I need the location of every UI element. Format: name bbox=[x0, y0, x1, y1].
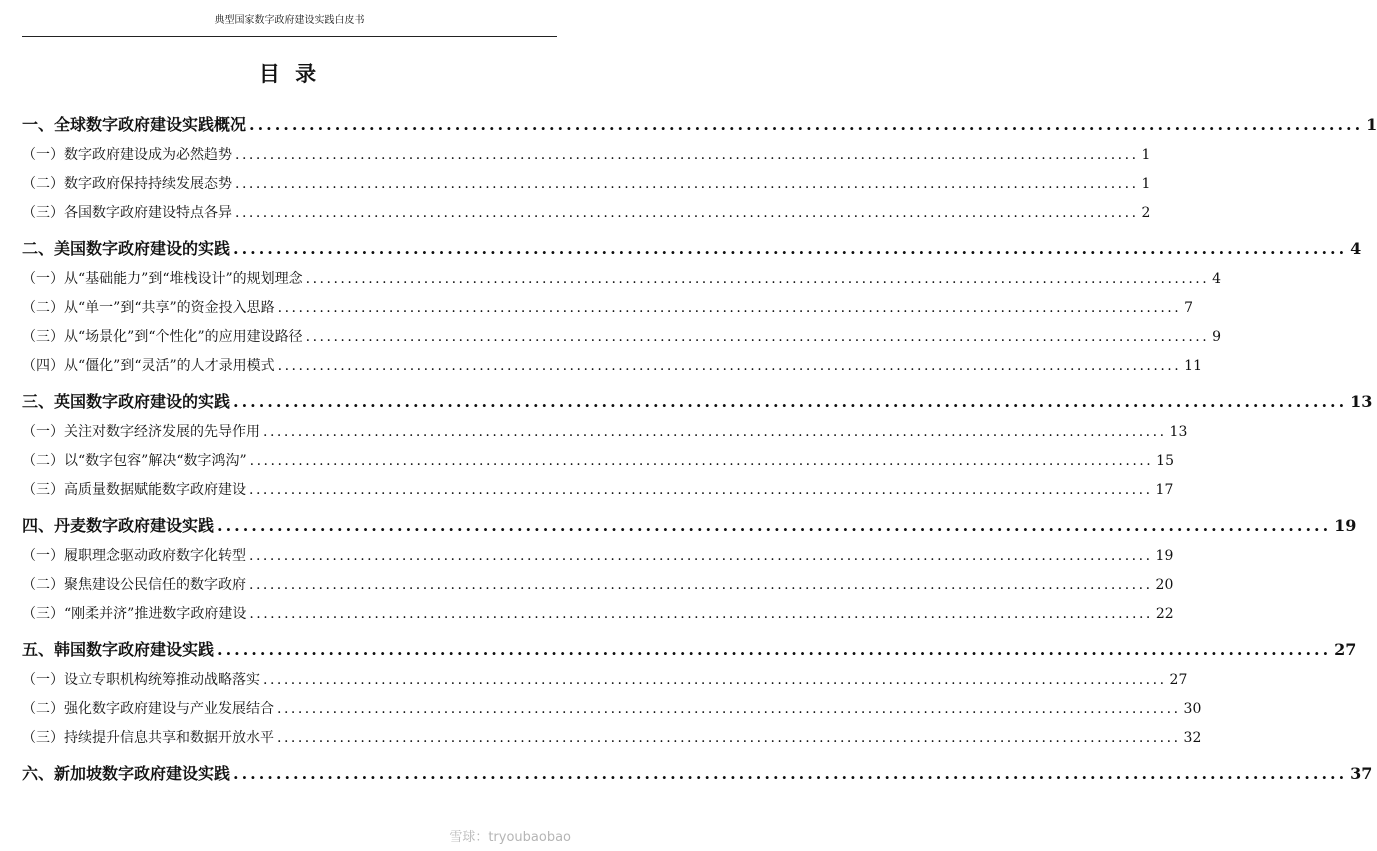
toc-entry-label: （一）从“基础能力”到“堆栈设计”的规划理念 bbox=[22, 271, 303, 287]
toc-entry-label: （一）履职理念驱动政府数字化转型 bbox=[22, 548, 246, 564]
toc-entry-label: （二）数字政府保持持续发展态势 bbox=[22, 176, 232, 192]
toc-section-entry[interactable] bbox=[22, 323, 1222, 352]
toc-leader-dots: .................................................................................................................................. bbox=[235, 205, 1139, 221]
toc-page-number: 37 bbox=[1350, 764, 1373, 783]
toc-leader-dots: .................................................................................................................................. bbox=[233, 392, 1348, 411]
toc-entry-label: （三）从“场景化”到“个性化”的应用建设路径 bbox=[22, 329, 303, 345]
toc-entry-label: 四、丹麦数字政府建设实践 bbox=[22, 516, 215, 535]
toc-section-entry[interactable] bbox=[22, 141, 1151, 170]
toc-leader-dots: .................................................................................................................................. bbox=[249, 115, 1364, 134]
toc-chapter-entry[interactable] bbox=[22, 509, 1357, 542]
toc-page-number: 13 bbox=[1350, 392, 1373, 411]
toc-page-number: 19 bbox=[1155, 548, 1174, 564]
toc-page-number: 1 bbox=[1141, 147, 1151, 163]
toc-section-entry[interactable] bbox=[22, 294, 1194, 323]
table-of-contents bbox=[22, 108, 1377, 790]
toc-section-entry[interactable] bbox=[22, 418, 1188, 447]
toc-entry-label: 三、英国数字政府建设的实践 bbox=[22, 392, 231, 411]
toc-entry-label: （二）强化数字政府建设与产业发展结合 bbox=[22, 701, 274, 717]
toc-leader-dots: .................................................................................................................................. bbox=[263, 424, 1167, 440]
toc-section-entry[interactable] bbox=[22, 600, 1174, 629]
toc-chapter-entry[interactable] bbox=[22, 108, 1377, 141]
toc-leader-dots: .................................................................................................................................. bbox=[249, 482, 1153, 498]
toc-entry-label: 五、韩国数字政府建设实践 bbox=[22, 640, 215, 659]
toc-page-number: 2 bbox=[1141, 205, 1151, 221]
toc-section-entry[interactable] bbox=[22, 352, 1202, 381]
toc-page-number: 27 bbox=[1334, 640, 1357, 659]
toc-chapter-entry[interactable] bbox=[22, 757, 1373, 790]
toc-leader-dots: .................................................................................................................................. bbox=[249, 606, 1153, 622]
toc-page-number: 27 bbox=[1169, 672, 1188, 688]
toc-leader-dots: .................................................................................................................................. bbox=[217, 516, 1332, 535]
toc-page-number: 7 bbox=[1184, 300, 1194, 316]
toc-chapter-entry[interactable] bbox=[22, 385, 1373, 418]
toc-section-entry[interactable] bbox=[22, 199, 1151, 228]
toc-entry-label: （二）以“数字包容”解决“数字鸿沟” bbox=[22, 453, 247, 469]
toc-page-number: 1 bbox=[1366, 115, 1377, 134]
running-header bbox=[22, 12, 557, 37]
toc-entry-label: （一）数字政府建设成为必然趋势 bbox=[22, 147, 232, 163]
toc-section-entry[interactable] bbox=[22, 170, 1151, 199]
watermark: 雪球：tryoubaobao bbox=[449, 830, 571, 845]
toc-section-entry[interactable] bbox=[22, 447, 1174, 476]
toc-page-number: 13 bbox=[1169, 424, 1188, 440]
toc-leader-dots: .................................................................................................................................. bbox=[235, 176, 1139, 192]
toc-leader-dots: .................................................................................................................................. bbox=[233, 239, 1348, 258]
toc-entry-label: （二）聚焦建设公民信任的数字政府 bbox=[22, 577, 246, 593]
toc-entry-label: 一、全球数字政府建设实践概况 bbox=[22, 115, 247, 134]
toc-chapter-entry[interactable] bbox=[22, 633, 1357, 666]
toc-entry-label: （三）持续提升信息共享和数据开放水平 bbox=[22, 730, 274, 746]
toc-leader-dots: .................................................................................................................................. bbox=[277, 358, 1182, 374]
toc-page-number: 22 bbox=[1155, 606, 1174, 622]
toc-entry-label: （三）高质量数据赋能数字政府建设 bbox=[22, 482, 246, 498]
toc-section-entry[interactable] bbox=[22, 542, 1174, 571]
toc-page-number: 4 bbox=[1350, 239, 1362, 258]
toc-section-entry[interactable] bbox=[22, 666, 1188, 695]
toc-leader-dots: .................................................................................................................................. bbox=[277, 730, 1181, 746]
toc-leader-dots: .................................................................................................................................. bbox=[217, 640, 1332, 659]
toc-entry-label: （三）各国数字政府建设特点各异 bbox=[22, 205, 232, 221]
toc-leader-dots: .................................................................................................................................. bbox=[249, 548, 1153, 564]
toc-leader-dots: .................................................................................................................................. bbox=[249, 577, 1153, 593]
toc-page-number: 4 bbox=[1212, 271, 1222, 287]
toc-section-entry[interactable] bbox=[22, 695, 1202, 724]
toc-page-number: 11 bbox=[1184, 358, 1202, 374]
toc-leader-dots: .................................................................................................................................. bbox=[233, 764, 1348, 783]
toc-entry-label: 二、美国数字政府建设的实践 bbox=[22, 239, 231, 258]
toc-section-entry[interactable] bbox=[22, 476, 1174, 505]
toc-page-number: 15 bbox=[1156, 453, 1174, 469]
toc-leader-dots: .................................................................................................................................. bbox=[277, 300, 1182, 316]
toc-entry-label: （一）设立专职机构统筹推动战略落实 bbox=[22, 672, 260, 688]
toc-page-number: 17 bbox=[1155, 482, 1174, 498]
toc-leader-dots: .................................................................................................................................. bbox=[235, 147, 1139, 163]
toc-page-number: 30 bbox=[1183, 701, 1202, 717]
toc-page-number: 9 bbox=[1212, 329, 1222, 345]
toc-leader-dots: .................................................................................................................................. bbox=[277, 701, 1181, 717]
toc-page-number: 19 bbox=[1334, 516, 1357, 535]
toc-page-number: 32 bbox=[1183, 730, 1202, 746]
toc-leader-dots: .................................................................................................................................. bbox=[305, 329, 1210, 345]
toc-leader-dots: .................................................................................................................................. bbox=[263, 672, 1167, 688]
toc-chapter-entry[interactable] bbox=[22, 232, 1362, 265]
toc-leader-dots: .................................................................................................................................. bbox=[305, 271, 1210, 287]
toc-entry-label: （一）关注对数字经济发展的先导作用 bbox=[22, 424, 260, 440]
toc-entry-label: 六、新加坡数字政府建设实践 bbox=[22, 764, 231, 783]
toc-entry-label: （四）从“僵化”到“灵活”的人才录用模式 bbox=[22, 358, 275, 374]
page-title: 目 录 bbox=[258, 61, 321, 86]
toc-section-entry[interactable] bbox=[22, 265, 1222, 294]
toc-section-entry[interactable] bbox=[22, 724, 1202, 753]
toc-entry-label: （三）“刚柔并济”推进数字政府建设 bbox=[22, 606, 247, 622]
toc-page-number: 1 bbox=[1141, 176, 1151, 192]
toc-section-entry[interactable] bbox=[22, 571, 1174, 600]
toc-page-number: 20 bbox=[1155, 577, 1174, 593]
toc-leader-dots: .................................................................................................................................. bbox=[249, 453, 1154, 469]
toc-entry-label: （二）从“单一”到“共享”的资金投入思路 bbox=[22, 300, 275, 316]
running-header-title: 典型国家数字政府建设实践白皮书 bbox=[214, 15, 365, 26]
